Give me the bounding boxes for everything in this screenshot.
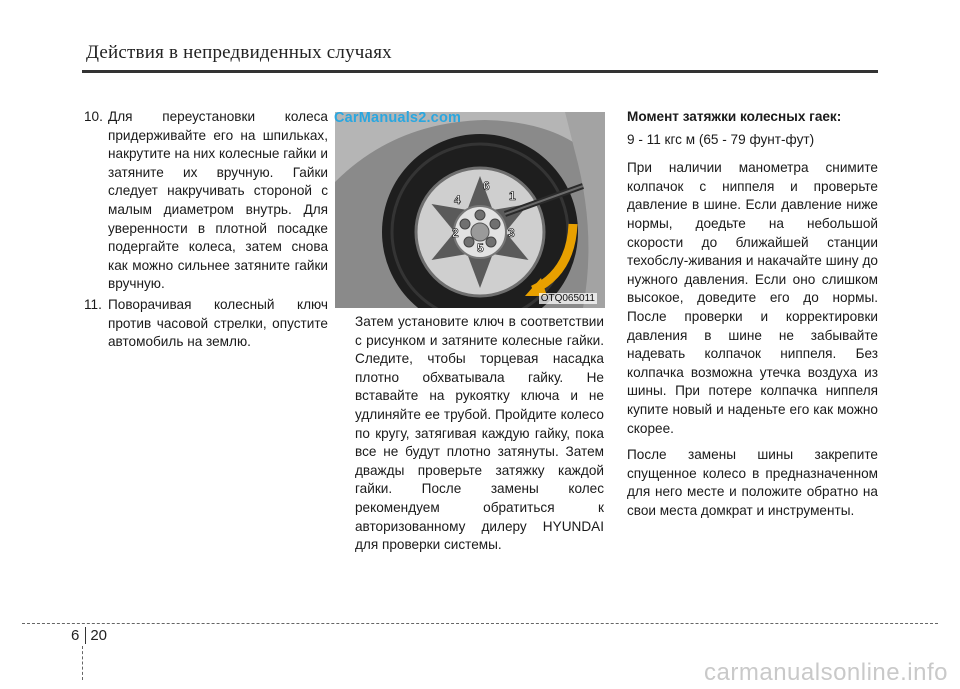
watermark-bottom[interactable]: carmanualsonline.info	[704, 659, 948, 686]
wheel-figure	[335, 112, 605, 308]
step-number: 11.	[84, 296, 102, 312]
nut-number-6: 6	[483, 179, 490, 193]
right-column	[627, 108, 878, 528]
torque-value: 9 - 11 кгс м (65 - 79 фунт-фут)	[627, 131, 815, 147]
footer-vertical-divider	[82, 646, 83, 680]
body-paragraph: Затем установите ключ в соответствии с рисунком и затяните колесные гайки. Следите, чтобы торцевая насадка плотно обхватывала гайку. Не вставайте на рукоятку ключа и не удлиняйте ее трубой. Пройдите колесо по кругу, затягивая каждую гайку, пока все не будут плотно затянуты. Затем дважды проверьте затяжку каждой гайки. После замены колес рекомендуем обратиться к авторизованному дилеру HYUNDAI для проверки системы.	[355, 314, 604, 553]
wheel-illustration	[335, 112, 605, 308]
page-header-title: Действия в непредвиденных случаях	[86, 42, 392, 63]
body-paragraph: При наличии манометра снимите колпачок с ниппеля и проверьте давление в шине. Если давление ниже нормы, доедьте на небольшой скорости до ближайшей станции техобслу-живания и накачайте шину до нужного давления. Если оно слишком высокое, доведите его до нормы. После проверки и корректировки давления в шине не забывайте надевать колпачок ниппеля. Без колпачка возможна утечка воздуха из шины. При потере колпачка ниппеля купите новый и наденьте его как можно скорее.	[627, 160, 878, 436]
footer-divider	[22, 623, 938, 624]
step-number: 10.	[84, 109, 103, 124]
nut-number-5: 5	[477, 241, 484, 255]
nut-number-1: 1	[509, 189, 516, 203]
body-paragraph: После замены шины закрепите спущенное колесо в предназначенном для него месте и положите обратно на свои места домкрат и инструменты.	[627, 447, 878, 518]
step-10	[84, 108, 328, 294]
middle-column	[355, 313, 604, 563]
header-divider	[82, 70, 878, 73]
step-11	[84, 296, 328, 352]
watermark-top[interactable]: CarManuals2.com	[334, 110, 462, 126]
nut-number-2: 2	[452, 226, 459, 240]
step-text: Поворачивая колесный ключ против часовой стрелки, опустите автомобиль на землю.	[108, 296, 328, 350]
page-number	[71, 627, 107, 644]
left-column	[84, 108, 328, 354]
page-number-value: 20	[90, 627, 108, 644]
page-separator	[85, 627, 86, 644]
figure-code: OTQ065011	[540, 293, 595, 304]
torque-heading: Момент затяжки колесных гаек:	[627, 109, 842, 124]
step-text: Для переустановки колеса придерживайте его на шпильках, накрутите на них колесные гайки и затяните их вручную. Гайки следует накручивать стороной с малым диаметром внутрь. Для уверенности в плотной посадке подергайте колеса, затем снова как можно сильнее затяните гайки вручную.	[108, 109, 328, 292]
nut-number-4: 4	[454, 193, 461, 207]
nut-number-3: 3	[508, 226, 515, 240]
section-number: 6	[71, 627, 80, 644]
